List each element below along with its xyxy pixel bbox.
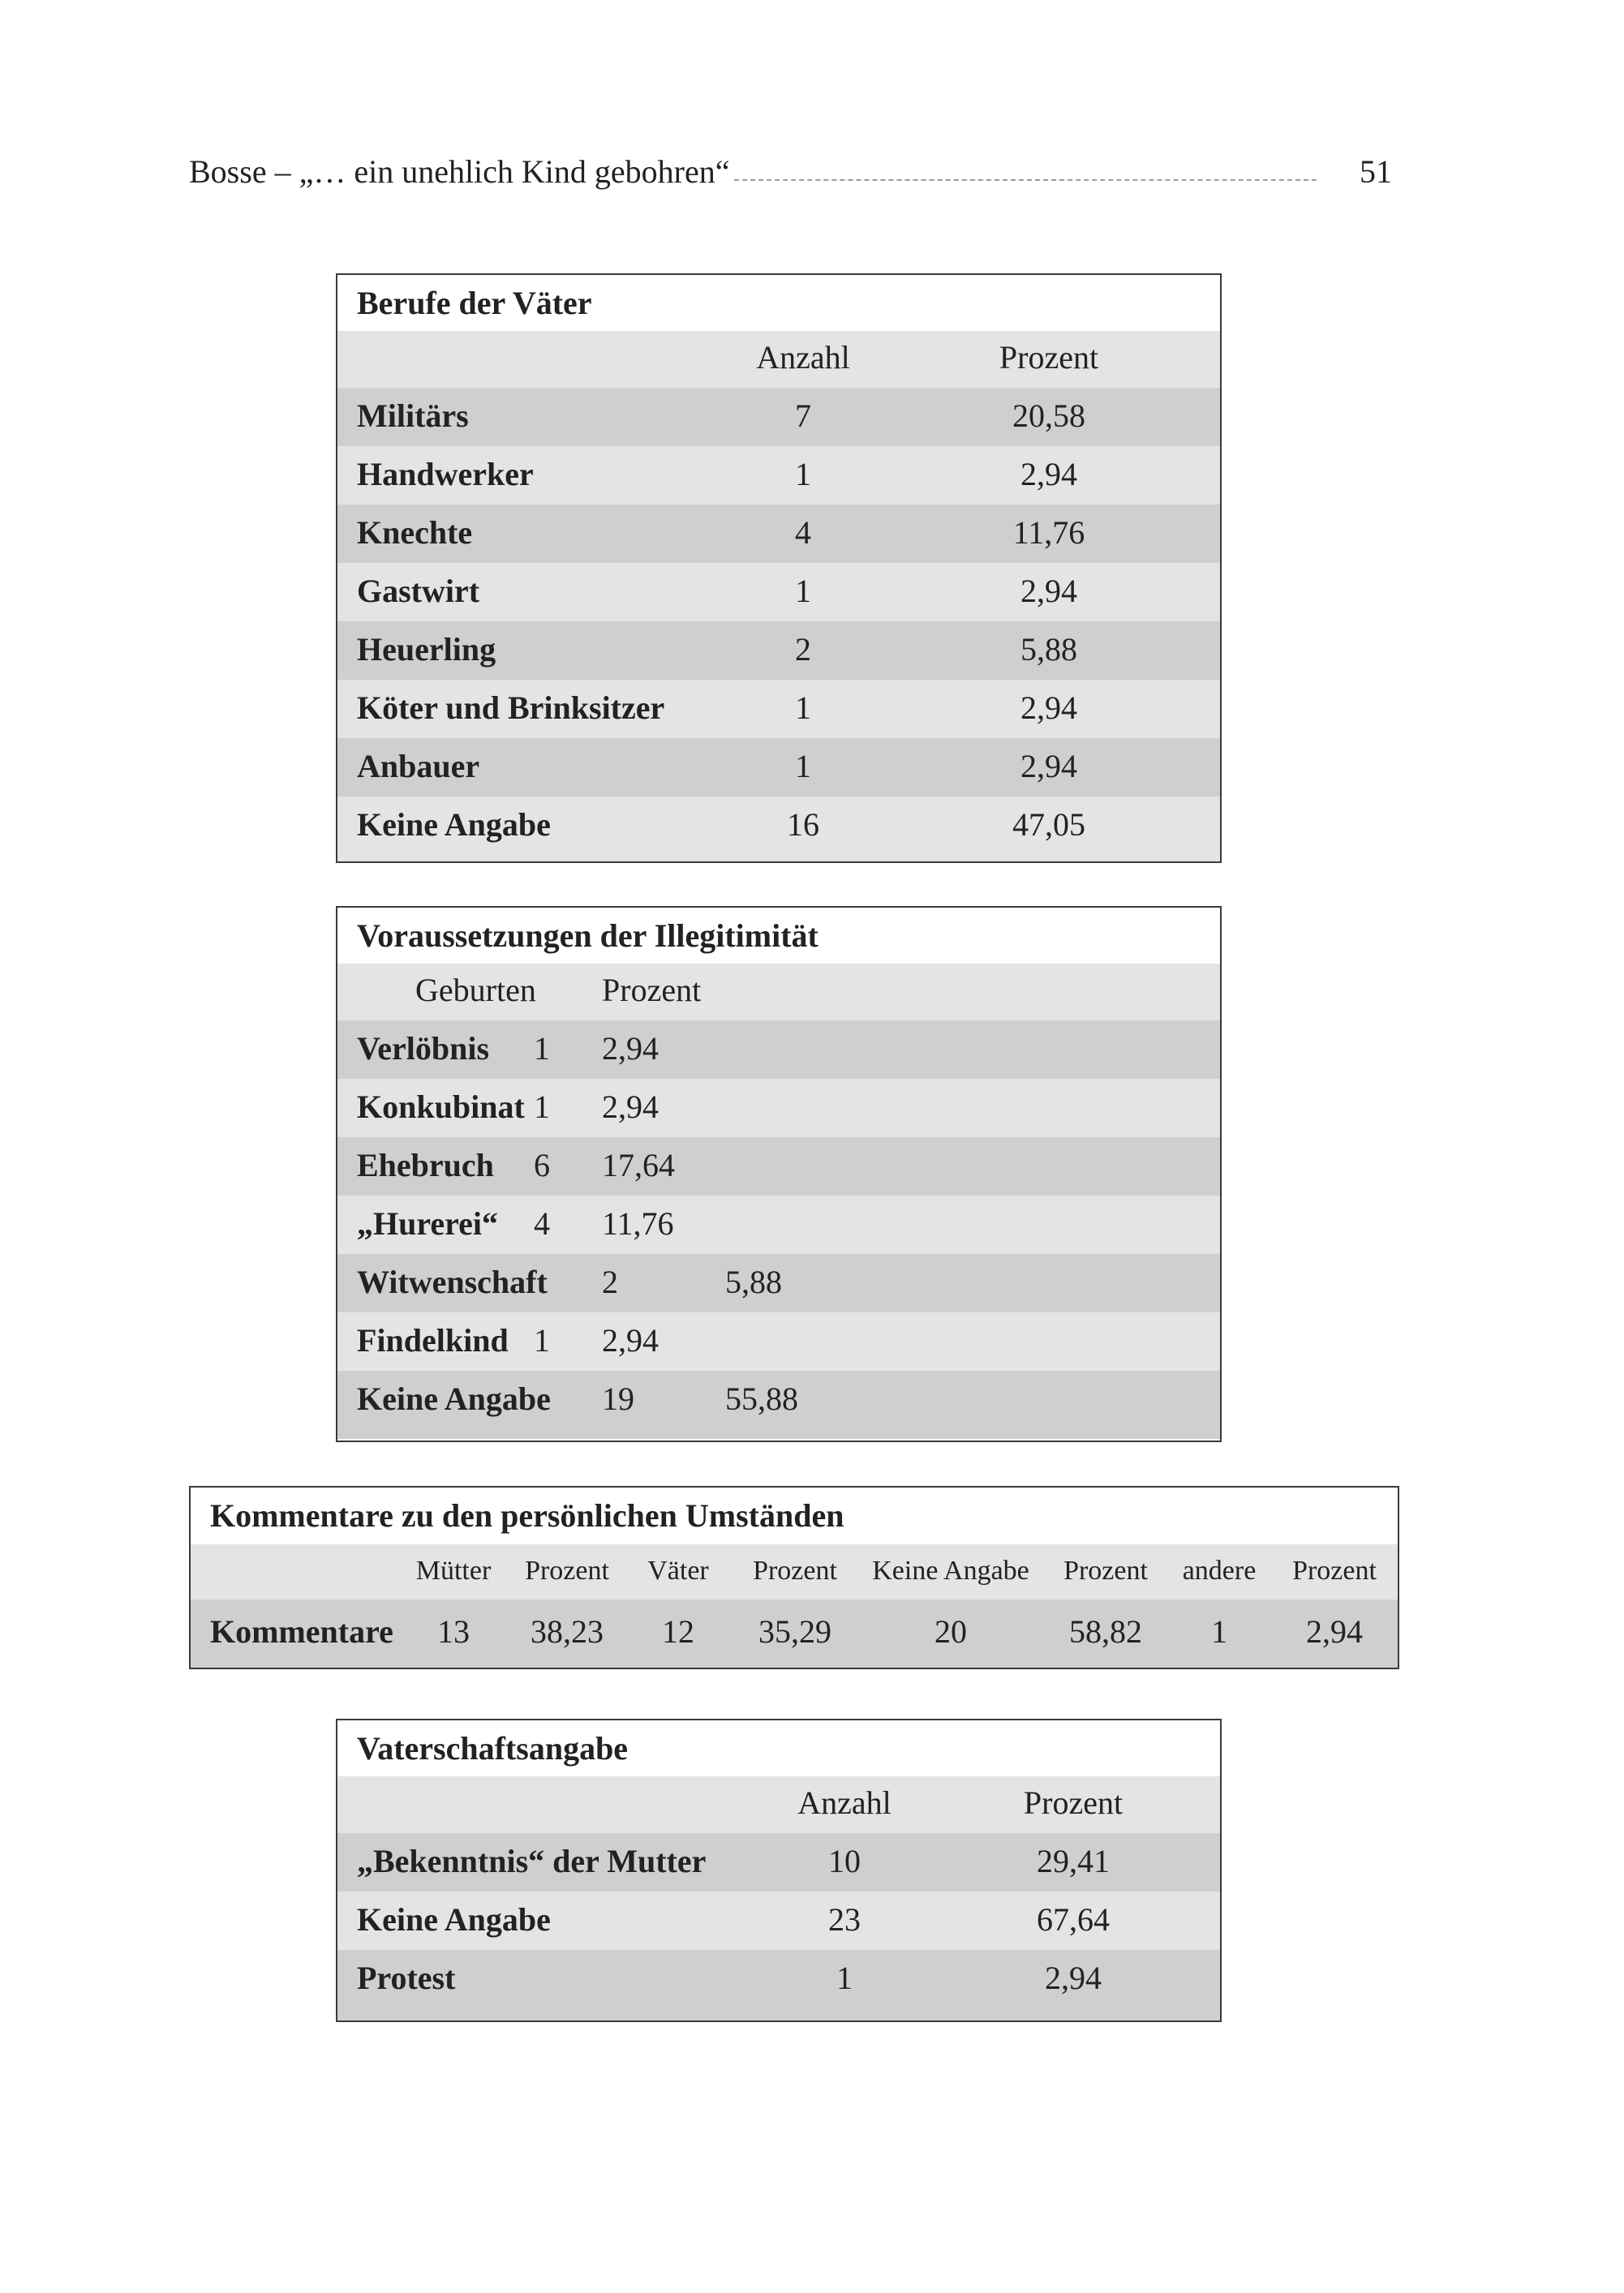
- row-label: Keine Angabe: [357, 806, 551, 843]
- percent-cell: 67,64: [1037, 1901, 1110, 1938]
- row-label: Köter und Brinksitzer: [357, 689, 665, 726]
- count-cell: 10: [828, 1843, 861, 1879]
- row-label: Handwerker: [357, 456, 534, 492]
- column-header: Keine Angabe: [872, 1556, 1029, 1586]
- table-row: [337, 621, 1220, 680]
- caption-text: Kommentare zu den persönlichen Umständen: [210, 1497, 844, 1534]
- table-illegitimacy-conditions: [336, 906, 1222, 1442]
- count-cell: 1: [534, 1322, 550, 1359]
- count-cell: 7: [795, 397, 811, 434]
- count-cell: 2: [602, 1264, 618, 1300]
- row-label: Anbauer: [357, 748, 480, 784]
- row-label: Findelkind: [357, 1322, 509, 1359]
- table-header-row: [191, 1544, 1398, 1600]
- percent-cell: 2,94: [1045, 1960, 1102, 1996]
- caption-text: Berufe der Väter: [357, 285, 592, 321]
- row-label: Witwenschaft: [357, 1264, 548, 1300]
- count-cell: 4: [795, 514, 811, 551]
- row-label: Konkubinat: [357, 1089, 525, 1125]
- column-header: Prozent: [753, 1556, 837, 1586]
- fathers-percent-cell: 35,29: [758, 1613, 831, 1650]
- table-header-row: [337, 331, 1220, 388]
- percent-cell: 2,94: [1020, 573, 1077, 609]
- table-row: [337, 388, 1220, 446]
- row-label: Keine Angabe: [357, 1381, 551, 1417]
- percent-cell: 11,76: [602, 1205, 674, 1242]
- column-header: Prozent: [525, 1556, 609, 1586]
- column-header: Prozent: [602, 972, 702, 1008]
- table-header-row: [337, 964, 1220, 1020]
- percent-cell: 47,05: [1012, 806, 1085, 843]
- count-cell: 1: [795, 456, 811, 492]
- row-label: „Hurerei“: [357, 1205, 499, 1242]
- caption-text: Voraussetzungen der Illegitimität: [357, 917, 818, 954]
- percent-cell: 2,94: [1020, 748, 1077, 784]
- table-row: [337, 1833, 1220, 1892]
- table-row: [337, 1892, 1220, 1950]
- table-caption: [191, 1488, 1398, 1544]
- percent-cell: 5,88: [725, 1264, 782, 1300]
- table-personal-comments: [189, 1486, 1399, 1669]
- percent-cell: 5,88: [1020, 631, 1077, 668]
- count-cell: 2: [795, 631, 811, 668]
- page-number: 51: [1360, 153, 1392, 190]
- others-count-cell: 1: [1211, 1613, 1227, 1650]
- table-row: [337, 1371, 1220, 1439]
- percent-cell: 55,88: [725, 1381, 798, 1417]
- column-header: Mütter: [415, 1556, 492, 1586]
- count-cell: 23: [828, 1901, 861, 1938]
- table-row: [337, 1950, 1220, 2020]
- table-row: [337, 797, 1220, 861]
- table-row: [337, 1020, 1220, 1079]
- row-label: Gastwirt: [357, 573, 480, 609]
- count-cell: 16: [787, 806, 819, 843]
- others-percent-cell: 2,94: [1306, 1613, 1363, 1650]
- column-header: Prozent: [999, 339, 1099, 376]
- mothers-percent-cell: 38,23: [531, 1613, 604, 1650]
- row-label: Keine Angabe: [357, 1901, 551, 1938]
- column-header: Prozent: [1292, 1556, 1377, 1586]
- table-paternity-statement: [336, 1719, 1222, 2022]
- running-header: [189, 148, 1392, 196]
- count-cell: 1: [534, 1089, 550, 1125]
- row-label: „Bekenntnis“ der Mutter: [357, 1843, 707, 1879]
- column-header: Prozent: [1023, 1784, 1123, 1821]
- table-header-row: [337, 1776, 1220, 1833]
- table-caption: [337, 1720, 1220, 1776]
- table-caption: [337, 908, 1220, 964]
- running-title: Bosse – „… ein unehlich Kind gebohren“: [189, 153, 730, 190]
- row-label: Ehebruch: [357, 1147, 494, 1183]
- fathers-count-cell: 12: [662, 1613, 694, 1650]
- mothers-count-cell: 13: [437, 1613, 470, 1650]
- count-cell: 1: [795, 748, 811, 784]
- percent-cell: 2,94: [602, 1030, 659, 1067]
- row-label: Kommentare: [210, 1613, 393, 1650]
- percent-cell: 29,41: [1037, 1843, 1110, 1879]
- header-rule: [734, 179, 1317, 181]
- table-caption: [337, 275, 1220, 331]
- count-cell: 1: [534, 1030, 550, 1067]
- percent-cell: 2,94: [1020, 456, 1077, 492]
- column-header: andere: [1182, 1556, 1257, 1586]
- row-label: Verlöbnis: [357, 1030, 490, 1067]
- table-row: [337, 563, 1220, 621]
- table-row: [337, 446, 1220, 505]
- row-label: Heuerling: [357, 631, 496, 668]
- table-row: [337, 738, 1220, 797]
- count-cell: 1: [836, 1960, 853, 1996]
- table-row: [337, 1137, 1220, 1196]
- table-fathers-occupations: [336, 273, 1222, 863]
- column-header: Geburten: [415, 972, 536, 1008]
- column-header: Anzahl: [756, 339, 850, 376]
- row-label: Militärs: [357, 397, 469, 434]
- no-info-percent-cell: 58,82: [1069, 1613, 1142, 1650]
- percent-cell: 2,94: [602, 1089, 659, 1125]
- column-header: Prozent: [1063, 1556, 1148, 1586]
- table-row: [337, 1079, 1220, 1137]
- table-row: [191, 1600, 1398, 1668]
- table-row: [337, 1254, 1220, 1312]
- column-header: Väter: [647, 1556, 709, 1586]
- row-label: Protest: [357, 1960, 456, 1996]
- no-info-count-cell: 20: [934, 1613, 967, 1650]
- row-label: Knechte: [357, 514, 473, 551]
- column-header: Anzahl: [797, 1784, 891, 1821]
- count-cell: 4: [534, 1205, 550, 1242]
- percent-cell: 20,58: [1012, 397, 1085, 434]
- count-cell: 1: [795, 573, 811, 609]
- percent-cell: 17,64: [602, 1147, 675, 1183]
- count-cell: 1: [795, 689, 811, 726]
- table-row: [337, 1196, 1220, 1254]
- percent-cell: 2,94: [602, 1322, 659, 1359]
- percent-cell: 2,94: [1020, 689, 1077, 726]
- caption-text: Vaterschaftsangabe: [357, 1730, 629, 1767]
- table-row: [337, 505, 1220, 563]
- count-cell: 19: [602, 1381, 634, 1417]
- percent-cell: 11,76: [1012, 514, 1085, 551]
- count-cell: 6: [534, 1147, 550, 1183]
- table-row: [337, 1312, 1220, 1371]
- table-row: [337, 680, 1220, 738]
